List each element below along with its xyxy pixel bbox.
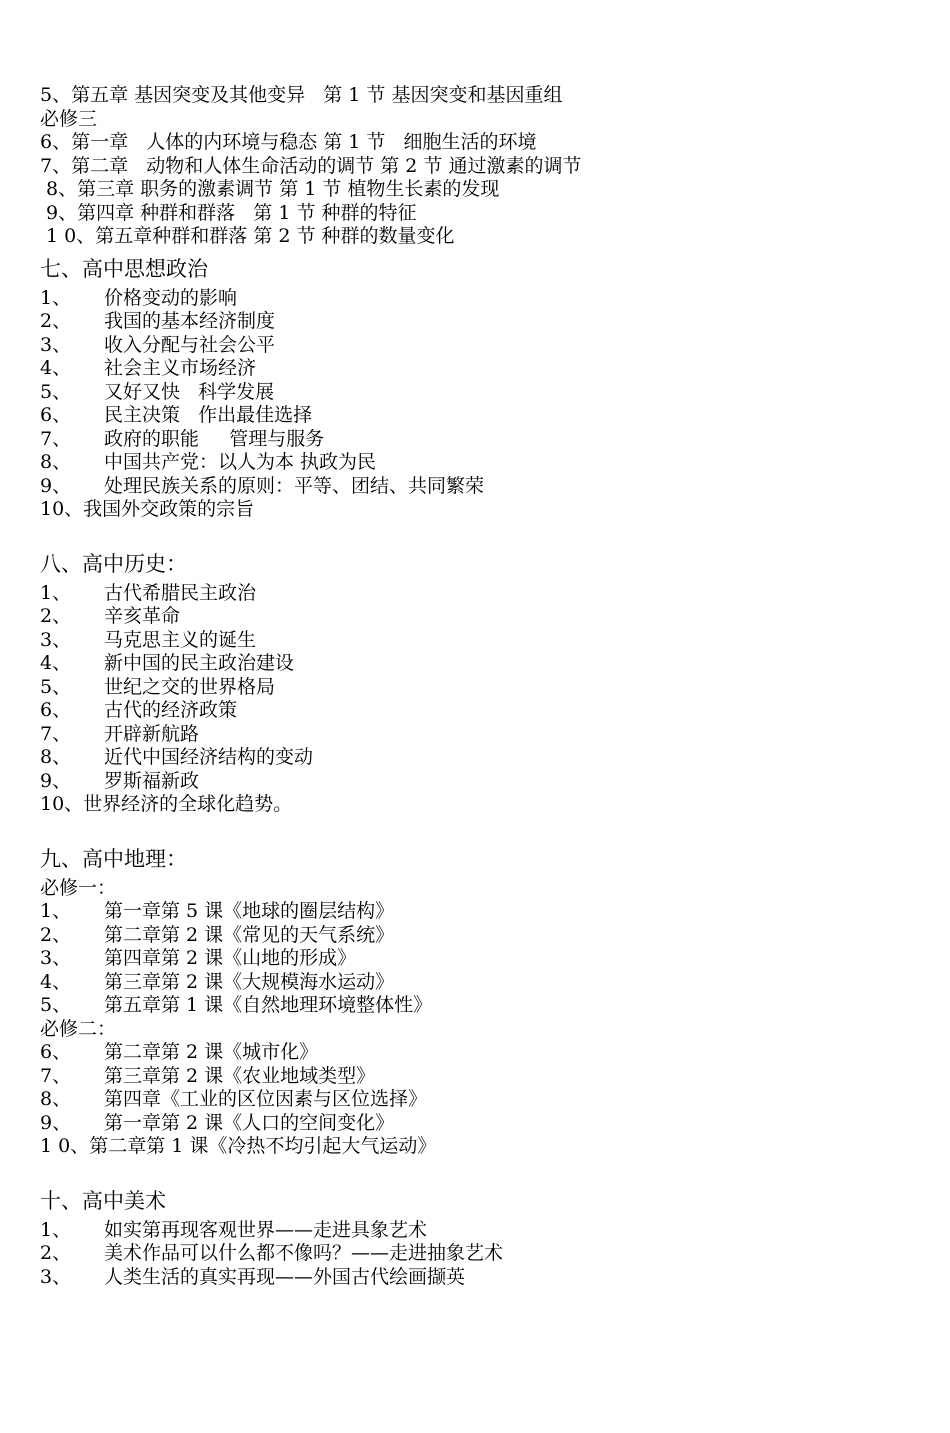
list-item: 5、 世纪之交的世界格局 [40,675,276,698]
list-item: 1、 价格变动的影响 [40,286,238,309]
subheading-compulsory-2: 必修二： [40,1017,117,1040]
list-item: 4、 第三章第 2 课《大规模海水运动》 [40,970,395,993]
list-item: 9、 处理民族关系的原则：平等、团结、共同繁荣 [40,474,485,497]
text-line: 5、第五章 基因突变及其他变异 第 1 节 基因突变和基因重组 [40,84,563,106]
list-item: 2、 第二章第 2 课《常见的天气系统》 [40,923,395,946]
list-item: 1 0、第二章第 1 课《冷热不均引起大气运动》 [40,1135,437,1157]
text-line: 8、第三章 职务的激素调节 第 1 节 植物生长素的发现 [40,178,500,200]
list-item: 4、 新中国的民主政治建设 [40,652,295,674]
list-item: 1、 古代希腊民主政治 [40,581,257,604]
section-heading-history: 八、高中历史： [40,551,187,576]
politics-list [40,287,920,522]
list-item: 3、 收入分配与社会公平 [40,333,276,356]
text-line: 6、第一章 人体的内环境与稳态 第 1 节 细胞生活的环境 [40,131,537,153]
list-item: 6、 第二章第 2 课《城市化》 [40,1041,319,1063]
text-line: 9、第四章 种群和群落 第 1 节 种群的特征 [40,201,417,224]
section-heading-politics: 七、高中思想政治 [40,256,208,281]
geography-list [40,877,920,1159]
list-item: 5、 第五章第 1 课《自然地理环境整体性》 [40,994,433,1016]
text-line: 必修三 [40,107,98,130]
list-item: 2、 辛亥革命 [40,605,181,627]
list-item: 6、 古代的经济政策 [40,699,238,721]
list-item: 2、 我国的基本经济制度 [40,310,276,332]
list-item: 3、 第四章第 2 课《山地的形成》 [40,947,357,969]
list-item: 8、 第四章《工业的区位因素与区位选择》 [40,1088,428,1110]
list-item: 3、 马克思主义的诞生 [40,628,257,651]
subheading-compulsory-1: 必修一： [40,876,117,899]
list-item: 10、我国外交政策的宗旨 [40,498,255,520]
list-item: 7、 政府的职能 管理与服务 [40,427,325,450]
list-item: 7、 开辟新航路 [40,722,200,745]
list-item: 9、 罗斯福新政 [40,769,200,792]
text-line: 7、第二章 动物和人体生命活动的调节 第 2 节 通过激素的调节 [40,154,582,177]
list-item: 4、 社会主义市场经济 [40,357,257,379]
list-item: 1、 第一章第 5 课《地球的圈层结构》 [40,900,395,922]
list-item: 1、 如实第再现客观世界——走进具象艺术 [40,1218,428,1241]
list-item: 5、 又好又快 科学发展 [40,380,275,403]
document-page [40,84,920,1289]
list-item: 10、世界经济的全球化趋势。 [40,793,293,815]
list-item: 8、 中国共产党：以人为本 执政为民 [40,451,377,473]
list-item: 2、 美术作品可以什么都不像吗？——走进抽象艺术 [40,1242,504,1264]
section-heading-art: 十、高中美术 [40,1188,166,1213]
list-item: 6、 民主决策 作出最佳选择 [40,404,313,426]
list-item: 9、 第一章第 2 课《人口的空间变化》 [40,1111,395,1134]
list-item: 8、 近代中国经济结构的变动 [40,746,314,768]
art-list [40,1219,920,1290]
section-heading-geography: 九、高中地理： [40,846,187,871]
text-line: 1 0、第五章种群和群落 第 2 节 种群的数量变化 [40,225,455,247]
history-list [40,582,920,817]
biology-lines [40,84,920,249]
list-item: 3、 人类生活的真实再现——外国古代绘画撷英 [40,1265,466,1288]
list-item: 7、 第三章第 2 课《农业地域类型》 [40,1064,376,1087]
